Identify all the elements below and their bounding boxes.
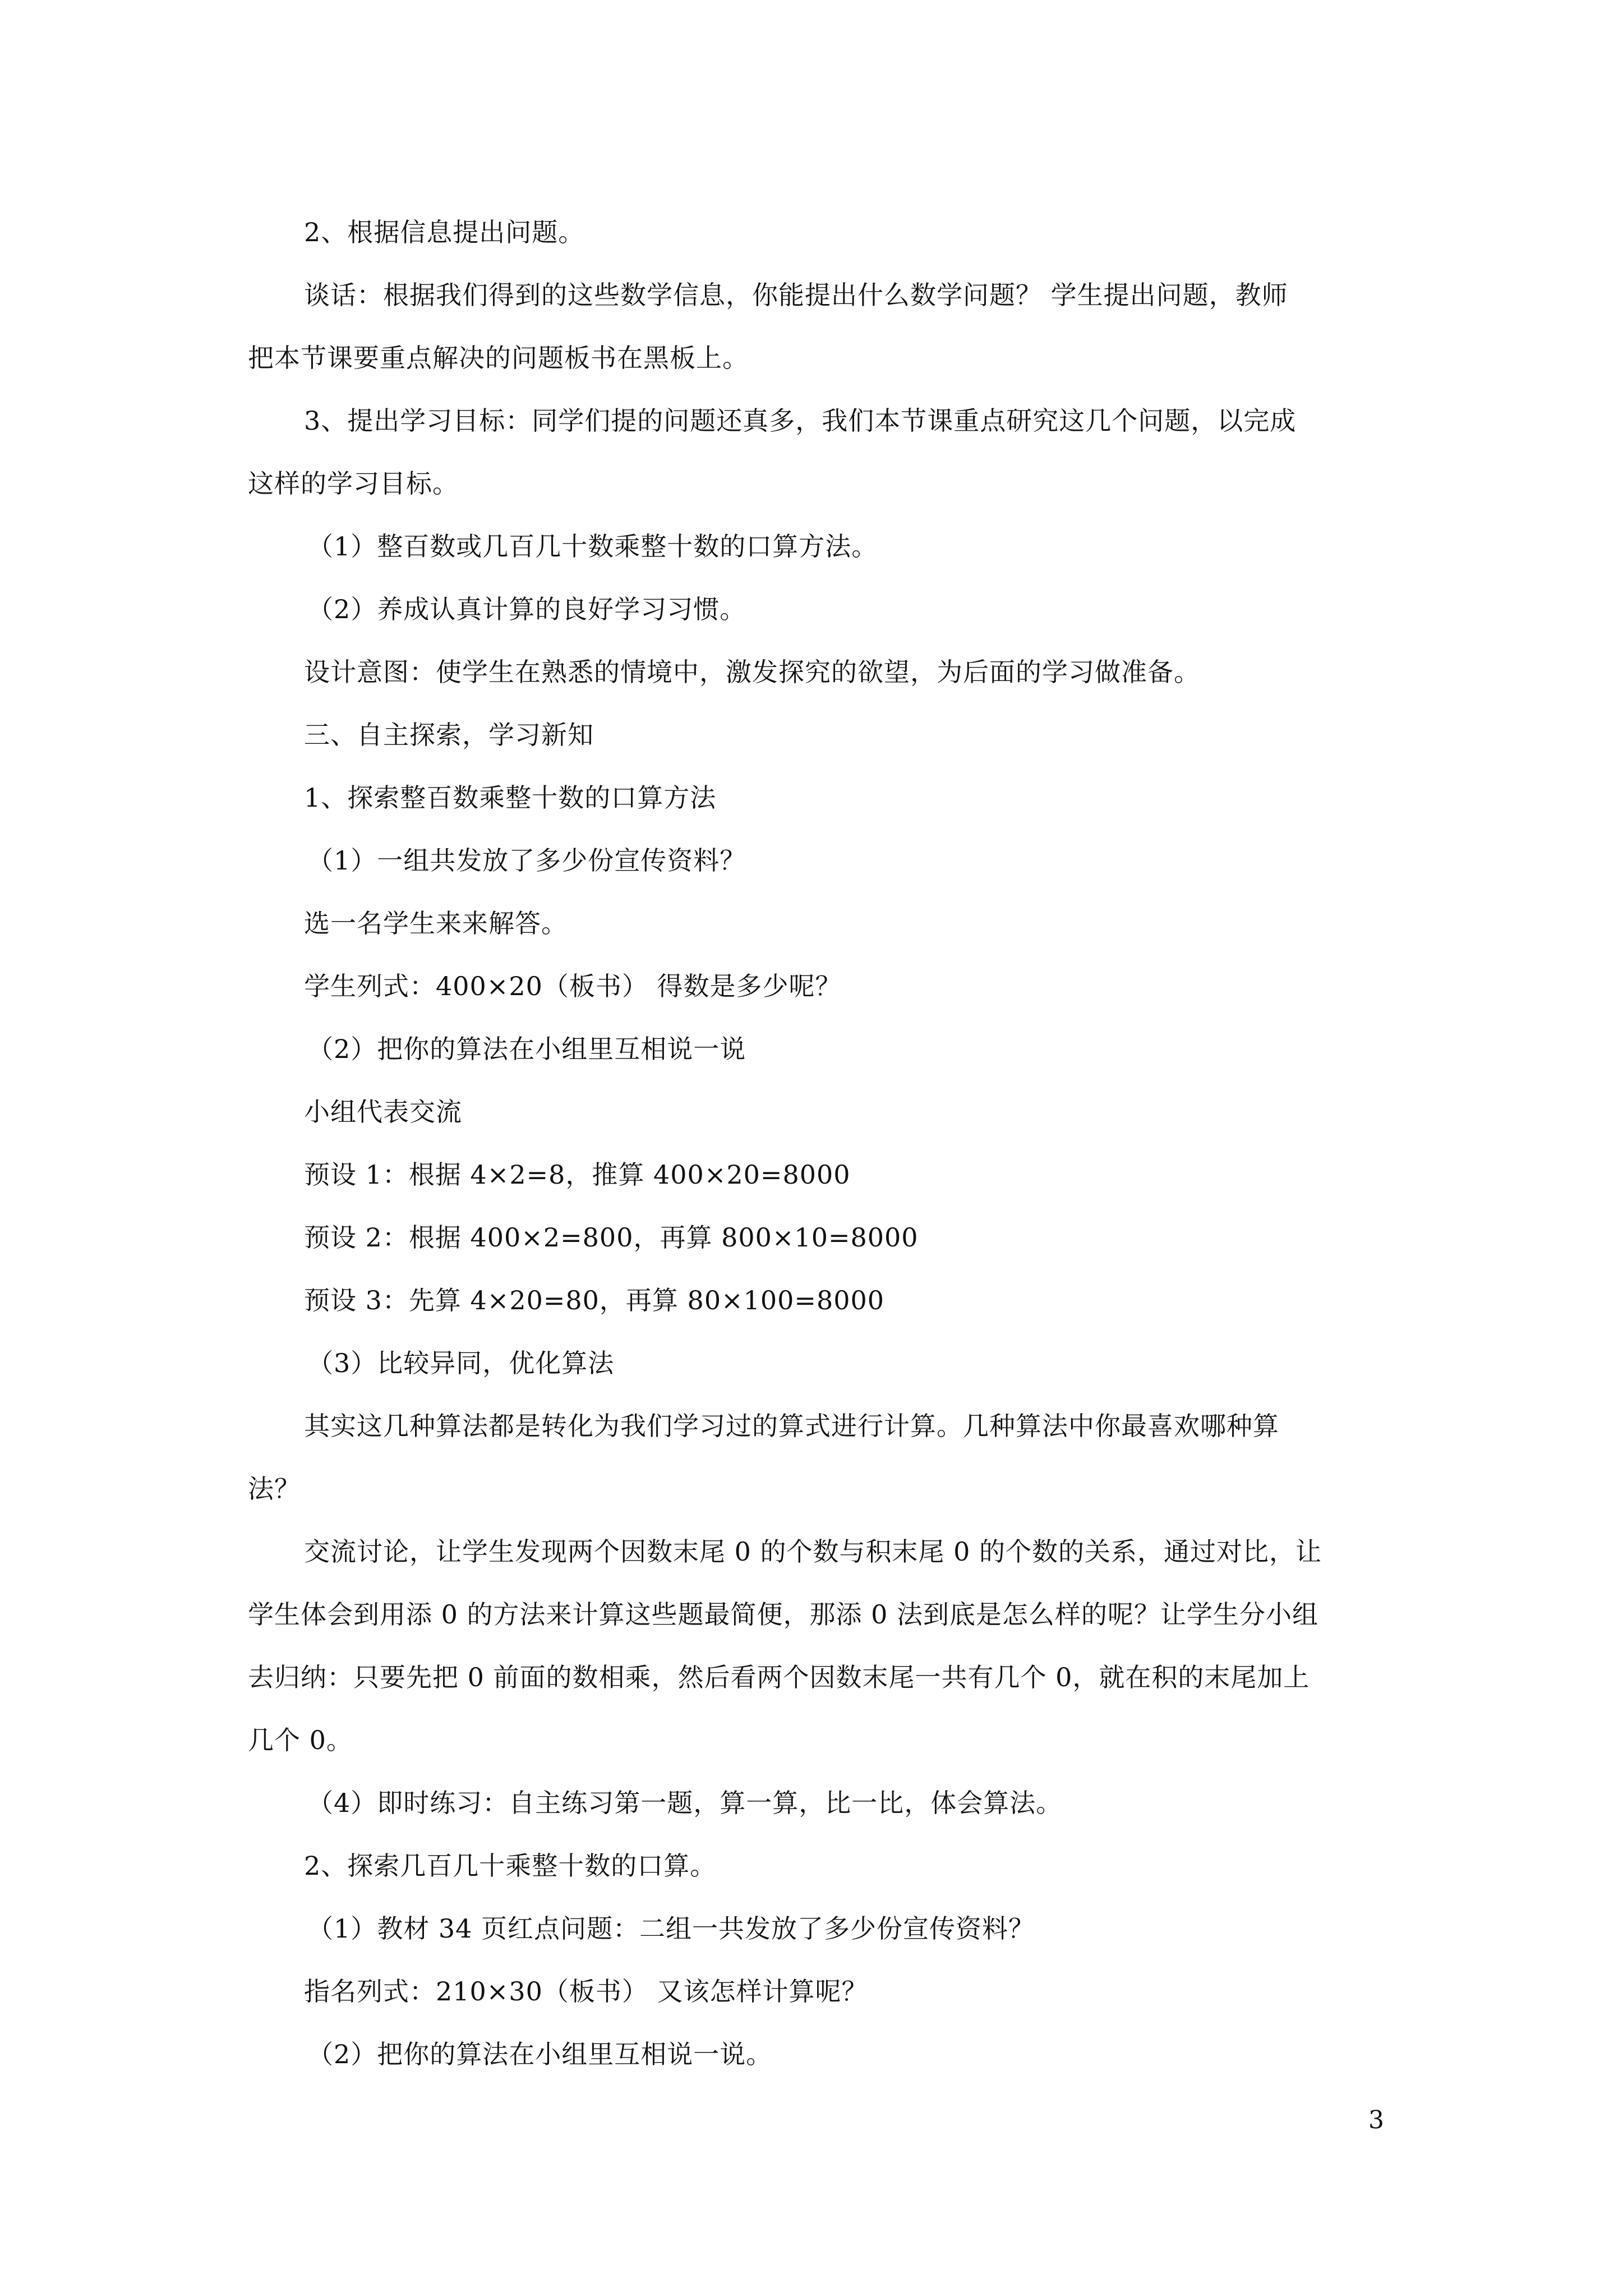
paragraph-line: （1）教材 34 页红点问题：二组一共发放了多少份宣传资料？: [307, 1913, 1035, 1944]
paragraph-line: 几个 0。: [248, 1725, 353, 1755]
paragraph-line: （1）整百数或几百几十数乘整十数的口算方法。: [307, 531, 878, 562]
paragraph-line: 预设 1：根据 4×2=8，推算 400×20=8000: [304, 1159, 851, 1190]
paragraph-line: 预设 2：根据 400×2=800，再算 800×10=8000: [304, 1222, 919, 1253]
paragraph-line: 学生体会到用添 0 的方法来计算这些题最简便，那添 0 法到底是怎么样的呢？让学生分小组: [248, 1599, 1319, 1630]
paragraph-line: 这样的学习目标。: [248, 468, 459, 499]
paragraph-line: 1、探索整百数乘整十数的口算方法: [304, 783, 717, 813]
paragraph-line: 3、提出学习目标：同学们提的问题还真多，我们本节课重点研究这几个问题，以完成: [304, 406, 1297, 436]
paragraph-line: （2）养成认真计算的良好学习习惯。: [307, 594, 746, 624]
paragraph-line: （2）把你的算法在小组里互相说一说: [307, 1034, 746, 1064]
paragraph-line: 2、根据信息提出问题。: [304, 217, 585, 247]
paragraph-line: 去归纳：只要先把 0 前面的数相乘，然后看两个因数末尾一共有几个 0，就在积的末尾加上: [248, 1662, 1310, 1692]
paragraph-line: 2、探索几百几十乘整十数的口算。: [304, 1851, 717, 1881]
paragraph-line: （4）即时练习：自主练习第一题，算一算，比一比，体会算法。: [307, 1788, 1063, 1818]
paragraph-line: 小组代表交流: [304, 1097, 462, 1127]
paragraph-line: 三、自主探索，学习新知: [304, 720, 594, 750]
paragraph-line: 其实这几种算法都是转化为我们学习过的算式进行计算。几种算法中你最喜欢哪种算: [304, 1411, 1279, 1441]
paragraph-line: （2）把你的算法在小组里互相说一说。: [307, 2039, 773, 2069]
paragraph-line: 法？: [248, 1474, 301, 1504]
paragraph-line: 指名列式：210×30（板书） 又该怎样计算呢？: [304, 1976, 868, 2007]
page-number: 3: [1368, 2106, 1384, 2134]
paragraph-line: （3）比较异同，优化算法: [307, 1348, 615, 1378]
paragraph-line: 交流讨论，让学生发现两个因数末尾 0 的个数与积末尾 0 的个数的关系，通过对比，让: [304, 1536, 1322, 1567]
paragraph-line: 预设 3：先算 4×20=80，再算 80×100=8000: [304, 1285, 885, 1315]
paragraph-line: 设计意图：使学生在熟悉的情境中，激发探究的欲望，为后面的学习做准备。: [304, 657, 1200, 687]
paragraph-line: 谈话：根据我们得到的这些数学信息，你能提出什么数学问题？ 学生提出问题，教师: [304, 280, 1288, 310]
paragraph-line: （1）一组共发放了多少份宣传资料？: [307, 845, 746, 876]
paragraph-line: 选一名学生来来解答。: [304, 908, 568, 938]
paragraph-line: 学生列式：400×20（板书） 得数是多少呢？: [304, 971, 842, 1001]
paragraph-line: 把本节课要重点解决的问题板书在黑板上。: [248, 343, 749, 373]
